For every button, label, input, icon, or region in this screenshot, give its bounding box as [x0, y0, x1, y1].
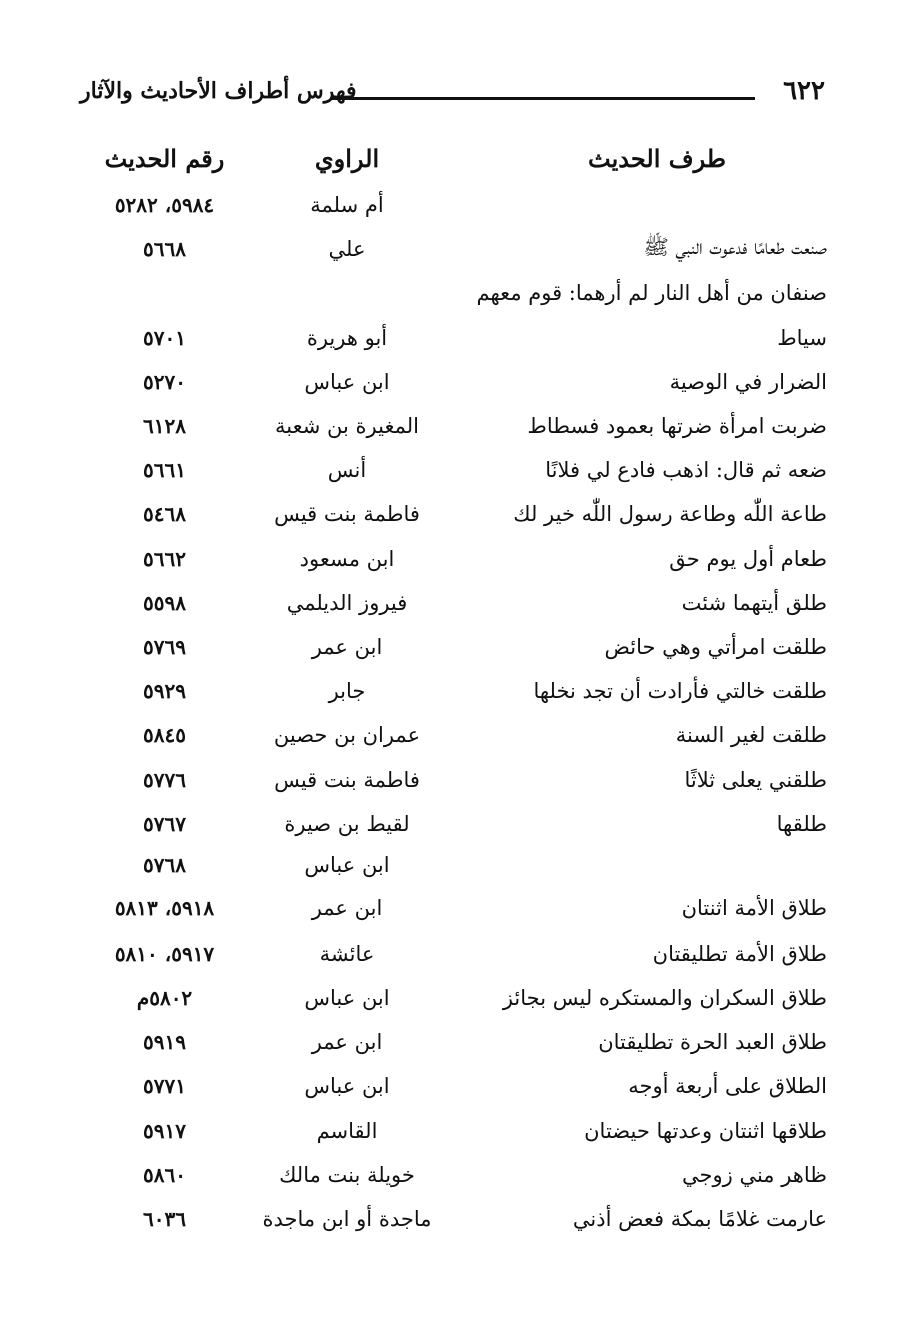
index-row	[82, 1109, 827, 1153]
index-row	[82, 884, 827, 932]
index-row	[82, 625, 827, 669]
narrator: ماجدة أو ابن ماجدة	[262, 1207, 432, 1232]
index-row	[82, 713, 827, 757]
hadith-number: ٥٦٦٨	[143, 237, 186, 262]
narrator: ابن عباس	[304, 369, 390, 394]
hadith-text: طلقت امرأتي وهي حائض	[604, 634, 827, 659]
hadith-number: ٥٧٦٧	[143, 811, 186, 836]
hadith-text: طلقت خالتي فأرادت أن تجد نخلها	[533, 679, 827, 704]
index-row	[82, 757, 827, 801]
index-row	[82, 183, 827, 227]
running-header	[80, 76, 825, 116]
hadith-number: ٥٩١٩	[143, 1030, 186, 1055]
hadith-number: ٦١٢٨	[143, 414, 186, 439]
column-header-number: رقم الحديث	[104, 143, 225, 173]
hadith-number: ٥٩١٨، ٥٨١٣	[114, 895, 215, 920]
hadith-number: ٥٩١٧، ٥٨١٠	[114, 941, 215, 966]
narrator: فيروز الديلمي	[286, 590, 408, 615]
hadith-text: طاعة اللّٰه وطاعة رسول اللّٰه خير لك	[513, 502, 827, 527]
narrator: ابن عباس	[304, 986, 390, 1011]
hadith-text: الطلاق على أربعة أوجه	[628, 1074, 827, 1099]
narrator: ابن عباس	[304, 1074, 390, 1099]
narrator: المغيرة بن شعبة	[275, 414, 419, 439]
hadith-number: ٥٩٢٩	[143, 679, 186, 704]
index-row	[82, 537, 827, 581]
index-row	[82, 271, 827, 315]
index-row	[82, 404, 827, 448]
index-row	[82, 932, 827, 976]
page-number: ٦٢٢	[783, 76, 825, 106]
hadith-index-table	[82, 133, 827, 1241]
hadith-text: صنعت طعامًا فدعوت النبي ﷺ	[643, 234, 827, 259]
hadith-number: ٥٦٦٢	[143, 546, 186, 571]
hadith-number: ٥٧٦٨	[143, 852, 186, 877]
column-header-narrator: الراوي	[314, 143, 380, 173]
narrator: أم سلمة	[310, 193, 384, 218]
index-row	[82, 492, 827, 536]
index-row	[82, 1197, 827, 1241]
narrator: عائشة	[319, 941, 375, 966]
index-row	[82, 802, 827, 846]
narrator: ابن عمر	[311, 634, 383, 659]
narrator: فاطمة بنت قيس	[274, 502, 420, 527]
hadith-number: ٥٨٦٠	[143, 1162, 186, 1187]
column-header-text: طرف الحديث	[588, 143, 726, 173]
hadith-number: ٥٢٧٠	[143, 369, 186, 394]
index-row	[82, 360, 827, 404]
index-row	[82, 1064, 827, 1108]
hadith-number: ٥٦٦١	[143, 458, 186, 483]
hadith-number: ٥٩١٧	[143, 1118, 186, 1143]
hadith-number: ٦٠٣٦	[143, 1207, 186, 1232]
hadith-number: ٥٩٨٤، ٥٢٨٢	[114, 193, 215, 218]
hadith-number: ٥٨٤٥	[143, 723, 186, 748]
index-row	[82, 976, 827, 1020]
narrator: علي	[328, 237, 366, 262]
hadith-text: طلقني يعلى ثلاثًا	[684, 767, 827, 792]
index-row	[82, 1020, 827, 1064]
narrator: ابن مسعود	[299, 546, 395, 571]
hadith-number: ٥٥٩٨	[143, 590, 186, 615]
hadith-text: عارمت غلامًا بمكة فعض أذني	[572, 1207, 827, 1232]
hadith-text: الضرار في الوصية	[669, 369, 827, 394]
index-row	[82, 227, 827, 271]
hadith-text: طلقها	[776, 811, 827, 836]
hadith-text: طعام أول يوم حق	[669, 546, 827, 571]
narrator: جابر	[328, 679, 366, 704]
hadith-text: سياط	[777, 325, 827, 350]
narrator: خويلة بنت مالك	[279, 1162, 415, 1187]
narrator: أنس	[327, 458, 367, 483]
hadith-text: طلاقها اثنتان وعدتها حيضتان	[584, 1118, 827, 1143]
index-row	[82, 316, 827, 360]
narrator: أبو هريرة	[306, 325, 388, 350]
hadith-text: طلاق السكران والمستكره ليس بجائز	[502, 986, 827, 1011]
hadith-number: ٥٨٠٢م	[136, 986, 193, 1011]
hadith-number: ٥٧٧١	[143, 1074, 186, 1099]
narrator: القاسم	[316, 1118, 378, 1143]
hadith-text: طلاق الأمة اثنتان	[681, 895, 827, 920]
hadith-text: طلق أيتهما شئت	[681, 590, 827, 615]
narrator: ابن عباس	[304, 852, 390, 877]
narrator: لقيط بن صيرة	[284, 811, 410, 836]
hadith-text: ظاهر مني زوجي	[682, 1162, 827, 1187]
running-title: فهرس أطراف الأحاديث والآثار	[80, 78, 357, 104]
narrator: ابن عمر	[311, 1030, 383, 1055]
index-row	[82, 1153, 827, 1197]
hadith-number: ٥٧٠١	[143, 325, 186, 350]
narrator: ابن عمر	[311, 895, 383, 920]
hadith-text: صنفان من أهل النار لم أرهما: قوم معهم	[476, 281, 827, 306]
hadith-number: ٥٧٦٩	[143, 634, 186, 659]
index-row	[82, 581, 827, 625]
narrator: فاطمة بنت قيس	[274, 767, 420, 792]
index-row	[82, 669, 827, 713]
index-row	[82, 448, 827, 492]
hadith-text: طلاق الأمة تطليقتان	[652, 941, 827, 966]
hadith-text: ضعه ثم قال: اذهب فادع لي فلانًا	[545, 458, 827, 483]
hadith-number: ٥٧٧٦	[143, 767, 186, 792]
header-rule	[330, 97, 755, 100]
column-headers	[82, 133, 827, 183]
hadith-text: طلاق العبد الحرة تطليقتان	[598, 1030, 827, 1055]
hadith-text: ضربت امرأة ضرتها بعمود فسطاط	[527, 414, 827, 439]
index-row	[82, 846, 827, 884]
hadith-number: ٥٤٦٨	[143, 502, 186, 527]
narrator: عمران بن حصين	[273, 723, 421, 748]
hadith-text: طلقت لغير السنة	[675, 723, 827, 748]
